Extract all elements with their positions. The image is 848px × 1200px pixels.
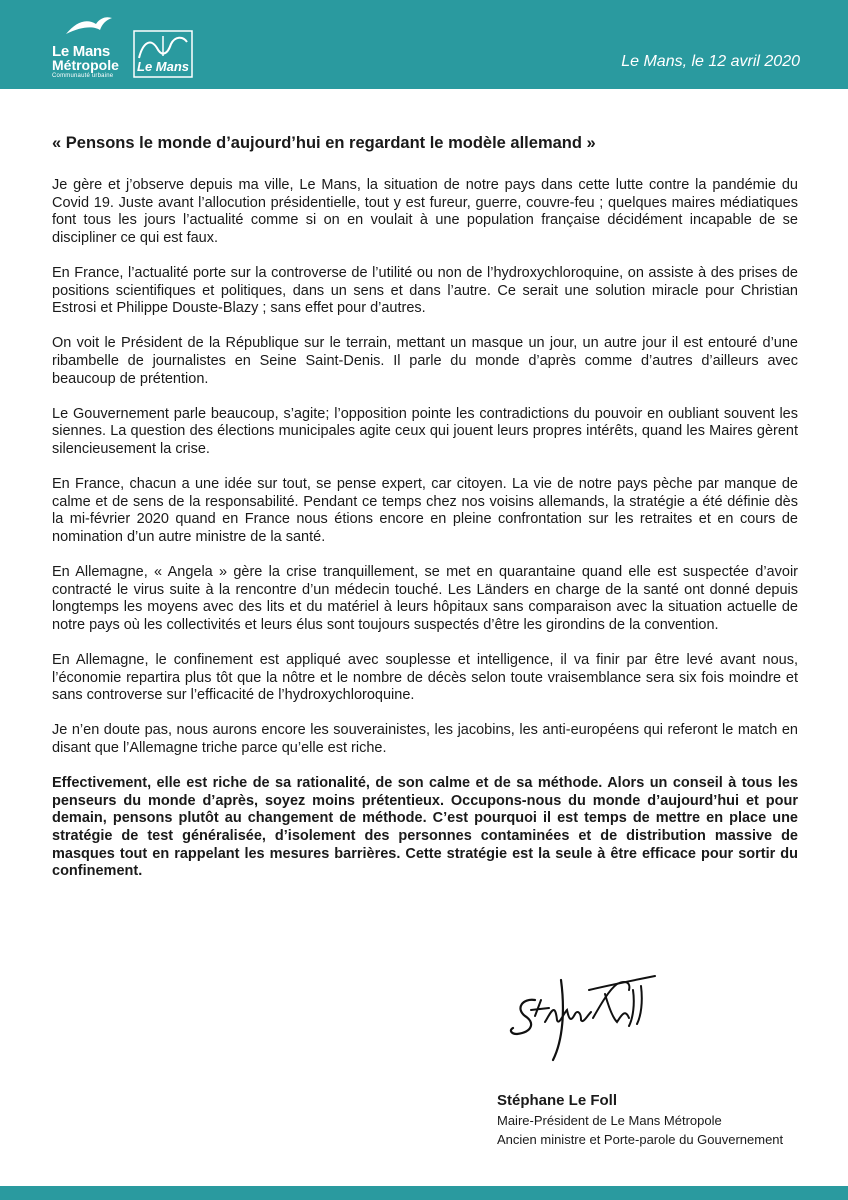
signer-title-line1: Maire-Président de Le Mans Métropole xyxy=(497,1113,722,1128)
paragraph-6: En Allemagne, « Angela » gère la crise tranquillement, se met en quarantaine quand elle est suspectée d’avoir contracté le virus suite à la rencontre d’un médecin touché. Les Länders en charge de la santé ont donné depuis longtemps les moyens avec des lits et du matériel à leurs hôpitaux sans comparaison avec la situation actuelle de notre pays où les collectivités et leurs élus sont toujours suspectés d’être les girondins de la convention. xyxy=(52,564,798,633)
document-body xyxy=(52,177,798,898)
paragraph-2: En France, l’actualité porte sur la controverse de l’utilité ou non de l’hydroxychloroquine, on assiste à des prises de positions scientifiques et politiques, dans un sens et dans l’autre. Ce serait une solution miracle pour Christian Estrosi et Philippe Douste-Blazy ; sans effet pour d’autres. xyxy=(52,264,798,317)
signer-name: Stéphane Le Foll xyxy=(497,1092,618,1109)
footer-bar xyxy=(0,1186,848,1200)
paragraph-5: En France, chacun a une idée sur tout, se pense expert, car citoyen. La vie de notre pays pèche par manque de calme et de sens de la responsabilité. Pendant ce temps chez nos voisins allemands, la stratégie a été définie dès la mi-février 2020 quand en France nous étions encore en pleine confrontation sur les retraites et en cours de nomination d’un autre ministre de la santé. xyxy=(52,476,798,545)
paragraph-8: Je n’en doute pas, nous aurons encore les souverainistes, les jacobins, les anti-européens qui referont le match en disant que l’Allemagne triche parce qu’elle est riche. xyxy=(52,722,798,756)
handwritten-signature xyxy=(505,960,675,1080)
signer-title-line2: Ancien ministre et Porte-parole du Gouvernement xyxy=(497,1132,784,1147)
dateline: Le Mans, le 12 avril 2020 xyxy=(621,53,800,70)
signer-block xyxy=(497,1091,827,1149)
conclusion-paragraph: Effectivement, elle est riche de sa rationalité, de son calme et de sa méthode. Alors un conseil à tous les penseurs du monde d’après, soyez moins prétentieux. Occupons-nous du monde d’aujourd’hui et pour demain, pensons plutôt au changement de méthode. C’est pourquoi il est temps de mettre en place une stratégie de test généralisée, d’isolement des personnes contaminées et de distribution massive de masques tout en rappelant les mesures barrières. Cette stratégie est la seule à être efficace pour sortir du confinement. xyxy=(52,775,798,880)
logo-metropole-line2: Métropole xyxy=(52,57,119,73)
paragraph-7: En Allemagne, le confinement est appliqué avec souplesse et intelligence, il va finir par être levé avant nous, l’économie repartira plus tôt que la nôtre et le nombre de décès selon toute vraisemblance sera six fois moindre et sans controverse sur l’efficacité de l’hydroxychloroquine. xyxy=(52,652,798,704)
le-mans-city-logo xyxy=(133,30,193,78)
header-bar xyxy=(0,0,848,89)
bird-icon xyxy=(64,14,114,42)
logo-metropole-line3: Communauté urbaine xyxy=(52,73,114,79)
logo-metropole-line1: Le Mans xyxy=(52,43,110,60)
paragraph-4: Le Gouvernement parle beaucoup, s’agite; l’opposition pointe les contradictions du pouvoir en oubliant souvent les siennes. La question des élections municipales agite ceux qui jouent leurs propres intérêts, quand les Maires gèrent silencieusement la crise. xyxy=(52,405,798,457)
paragraph-3: On voit le Président de la République sur le terrain, mettant un masque un jour, un autre jour il est entouré d’une ribambelle de journalistes en Seine Saint-Denis. Il parle du monde d’après comme d’autres d’ailleurs avec beaucoup de prétention. xyxy=(52,335,798,387)
paragraph-1: Je gère et j’observe depuis ma ville, Le Mans, la situation de notre pays dans cette lutte contre la pandémie du Covid 19. Juste avant l’allocution présidentielle, tout y est fureur, guerre, couvre-feu ; quelques maires médiatiques font tous les jours l’actualité comme si on en voulait à une population française décidément incapable de se discipliner ce qui est faux. xyxy=(52,177,798,246)
le-mans-metropole-logo xyxy=(38,14,130,84)
logo-lemans-text: Le Mans xyxy=(137,59,190,74)
document-title: « Pensons le monde d’aujourd’hui en regardant le modèle allemand » xyxy=(52,134,596,152)
